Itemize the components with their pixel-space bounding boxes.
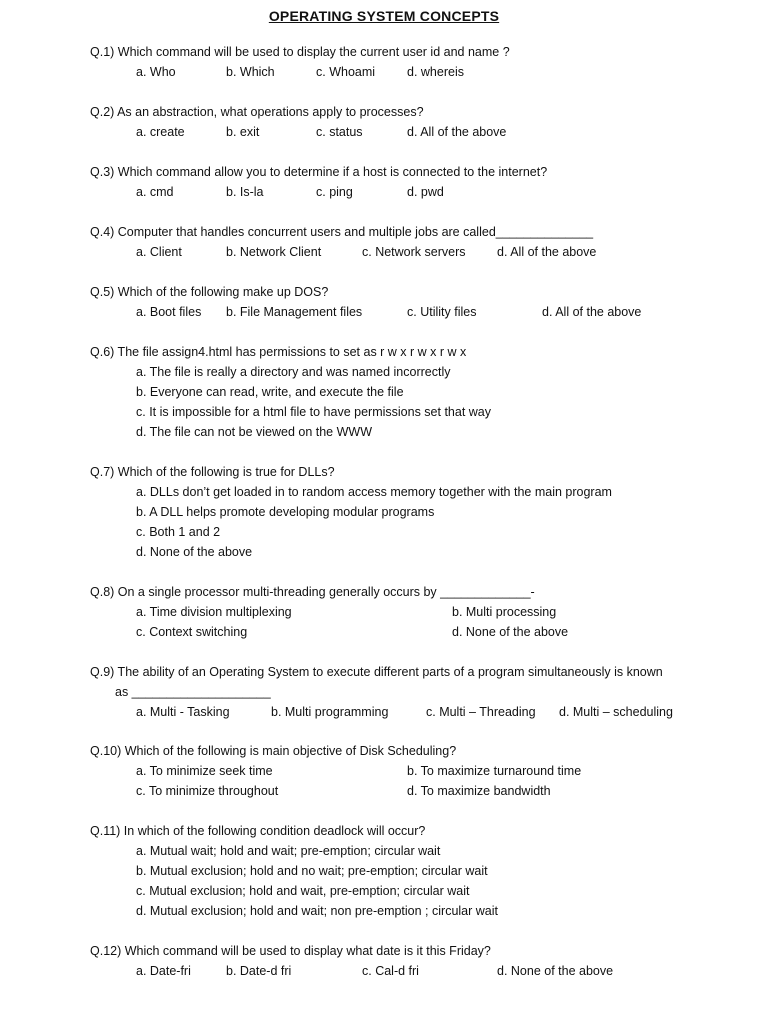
options-row [90,702,730,722]
option-b: b. Date-d fri [226,964,292,978]
question-text: Q.5) Which of the following make up DOS? [90,285,329,299]
option-c: c. Mutual exclusion; hold and wait, pre-emption; circular wait [136,884,470,898]
question-1 [90,42,730,82]
question-11 [90,821,730,921]
question-text: Q.8) On a single processor multi-threading generally occurs by _____________- [90,585,535,599]
option-b: b. Multi programming [271,705,389,719]
option-d: d. whereis [407,65,464,79]
option-d: d. All of the above [542,305,642,319]
option-a: a. create [136,125,185,139]
option-d: d. None of the above [136,545,253,559]
option-a: a. Who [136,65,176,79]
question-6 [90,342,730,442]
option-a: a. DLLs don’t get loaded in to random access memory together with the main program [136,485,612,499]
option-a: a. Boot files [136,305,202,319]
option-b: b. Is-la [226,185,264,199]
option-b: b. exit [226,125,260,139]
question-10 [90,741,730,801]
question-text: Q.6) The file assign4.html has permissions to set as r w x r w x r w x [90,345,467,359]
options-row [90,761,730,781]
option-a: a. To minimize seek time [136,764,273,778]
options-list [90,362,730,442]
option-a: a. Client [136,245,182,259]
question-3 [90,162,730,202]
question-12 [90,941,730,981]
options-row [90,122,730,142]
question-text: Q.7) Which of the following is true for DLLs? [90,465,335,479]
question-text: Q.2) As an abstraction, what operations apply to processes? [90,105,424,119]
option-d: d. All of the above [497,245,597,259]
option-a: a. The file is really a directory and was named incorrectly [136,365,451,379]
option-d: d. None of the above [497,964,614,978]
options-list [90,482,730,562]
question-7 [90,462,730,562]
question-9 [90,662,730,722]
option-d: d. pwd [407,185,444,199]
option-d: d. All of the above [407,125,507,139]
option-d: d. None of the above [452,625,569,639]
option-b: b. Network Client [226,245,322,259]
option-c: c. Multi – Threading [426,705,536,719]
option-d: d. The file can not be viewed on the WWW [136,425,372,439]
options-row [90,62,730,82]
question-4 [90,222,730,262]
options-row [90,602,730,622]
option-c: c. Whoami [316,65,376,79]
question-text: Q.10) Which of the following is main objective of Disk Scheduling? [90,744,457,758]
options-list [90,841,730,921]
question-5 [90,282,730,322]
options-row [90,242,730,262]
question-text: Q.12) Which command will be used to display what date is it this Friday? [90,944,491,958]
option-c: c. It is impossible for a html file to have permissions set that way [136,405,491,419]
options-row [90,182,730,202]
option-c: c. Context switching [136,625,248,639]
option-a: a. Multi - Tasking [136,705,230,719]
option-d: d. Mutual exclusion; hold and wait; non pre-emption ; circular wait [136,904,498,918]
option-b: b. Everyone can read, write, and execute the file [136,385,404,399]
question-text: Q.4) Computer that handles concurrent users and multiple jobs are called______________ [90,225,594,239]
option-c: c. Cal-d fri [362,964,419,978]
option-b: b. Mutual exclusion; hold and no wait; pre-emption; circular wait [136,864,488,878]
question-text: Q.9) The ability of an Operating System to execute different parts of a program simultaneously is known [90,665,663,679]
option-d: d. To maximize bandwidth [407,784,551,798]
option-a: a. Time division multiplexing [136,605,292,619]
question-8 [90,582,730,642]
option-b: b. A DLL helps promote developing modular programs [136,505,435,519]
option-b: b. File Management files [226,305,363,319]
document-title: OPERATING SYSTEM CONCEPTS [268,8,500,24]
option-c: c. Network servers [362,245,466,259]
question-text: Q.11) In which of the following condition deadlock will occur? [90,824,426,838]
question-2 [90,102,730,142]
option-a: a. cmd [136,185,174,199]
options-row [90,302,730,322]
question-text: Q.3) Which command allow you to determine if a host is connected to the internet? [90,165,548,179]
question-text-continuation: as ____________________ [115,685,271,699]
options-row [90,781,730,801]
option-b: b. To maximize turnaround time [407,764,582,778]
option-d: d. Multi – scheduling [559,705,673,719]
option-a: a. Mutual wait; hold and wait; pre-emption; circular wait [136,844,441,858]
options-row [90,622,730,642]
option-b: b. Which [226,65,275,79]
option-c: c. ping [316,185,353,199]
options-row [90,961,730,981]
option-c: c. To minimize throughout [136,784,279,798]
option-a: a. Date-fri [136,964,191,978]
option-b: b. Multi processing [452,605,557,619]
option-c: c. Utility files [407,305,477,319]
option-c: c. status [316,125,363,139]
option-c: c. Both 1 and 2 [136,525,221,539]
question-text: Q.1) Which command will be used to display the current user id and name ? [90,45,510,59]
